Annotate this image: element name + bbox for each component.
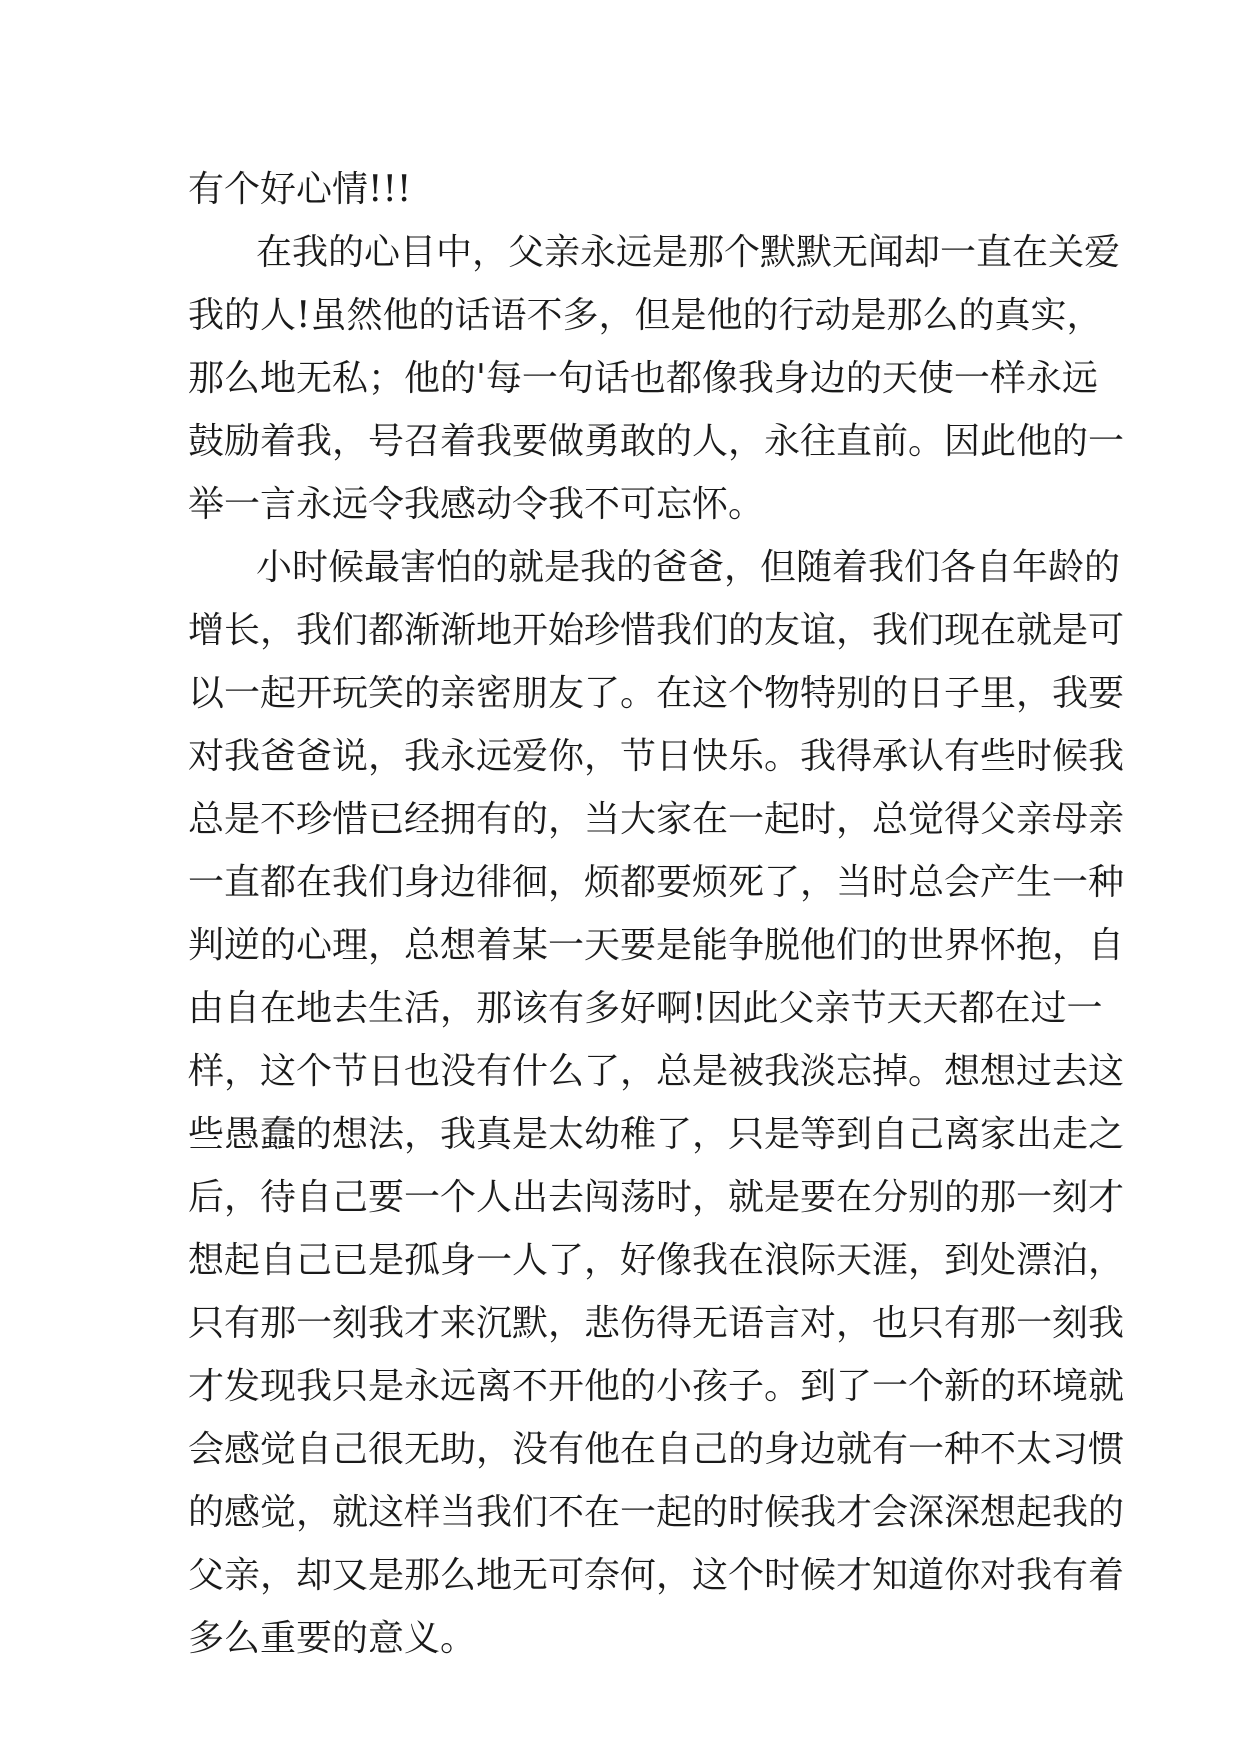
text-line: 些愚蠢的想法，我真是太幼稚了，只是等到自己离家出走之 (188, 1114, 1125, 1155)
text-line: 有个好心情!!! (188, 169, 412, 210)
text-line: 举一言永远令我感动令我不可忘怀。 (188, 484, 765, 525)
text-line: 会感觉自己很无助，没有他在自己的身边就有一种不太习惯 (188, 1429, 1125, 1470)
paragraph-first-line: 小时候最害怕的就是我的爸爸，但随着我们各自年龄的 (256, 547, 1121, 588)
text-line: 的感觉，就这样当我们不在一起的时候我才会深深想起我的 (188, 1492, 1125, 1533)
text-line: 想起自己已是孤身一人了，好像我在浪际天涯，到处漂泊， (188, 1240, 1125, 1281)
text-line: 多么重要的意义。 (188, 1618, 477, 1659)
text-line: 判逆的心理，总想着某一天要是能争脱他们的世界怀抱，自 (188, 925, 1125, 966)
text-line: 总是不珍惜已经拥有的，当大家在一起时，总觉得父亲母亲 (188, 799, 1125, 840)
paragraph-first-line: 在我的心目中，父亲永远是那个默默无闻却一直在关爱 (256, 232, 1121, 273)
document-body (188, 158, 1125, 1670)
text-line: 那么地无私；他的'每一句话也都像我身边的天使一样永远 (188, 358, 1098, 399)
text-line: 一直都在我们身边徘徊，烦都要烦死了，当时总会产生一种 (188, 862, 1125, 903)
text-line: 父亲，却又是那么地无可奈何，这个时候才知道你对我有着 (188, 1555, 1125, 1596)
text-line: 增长，我们都渐渐地开始珍惜我们的友谊，我们现在就是可 (188, 610, 1125, 651)
text-line: 我的人!虽然他的话语不多，但是他的行动是那么的真实， (188, 295, 1103, 336)
text-line: 鼓励着我，号召着我要做勇敢的人，永往直前。因此他的一 (188, 421, 1125, 462)
text-line: 样，这个节日也没有什么了，总是被我淡忘掉。想想过去这 (188, 1051, 1125, 1092)
text-line: 才发现我只是永远离不开他的小孩子。到了一个新的环境就 (188, 1366, 1125, 1407)
text-line: 只有那一刻我才来沉默，悲伤得无语言对，也只有那一刻我 (188, 1303, 1125, 1344)
text-line: 后，待自己要一个人出去闯荡时，就是要在分别的那一刻才 (188, 1177, 1125, 1218)
text-line: 以一起开玩笑的亲密朋友了。在这个物特别的日子里，我要 (188, 673, 1125, 714)
text-line: 由自在地去生活，那该有多好啊!因此父亲节天天都在过一 (188, 988, 1103, 1029)
text-line: 对我爸爸说，我永远爱你，节日快乐。我得承认有些时候我 (188, 736, 1125, 777)
